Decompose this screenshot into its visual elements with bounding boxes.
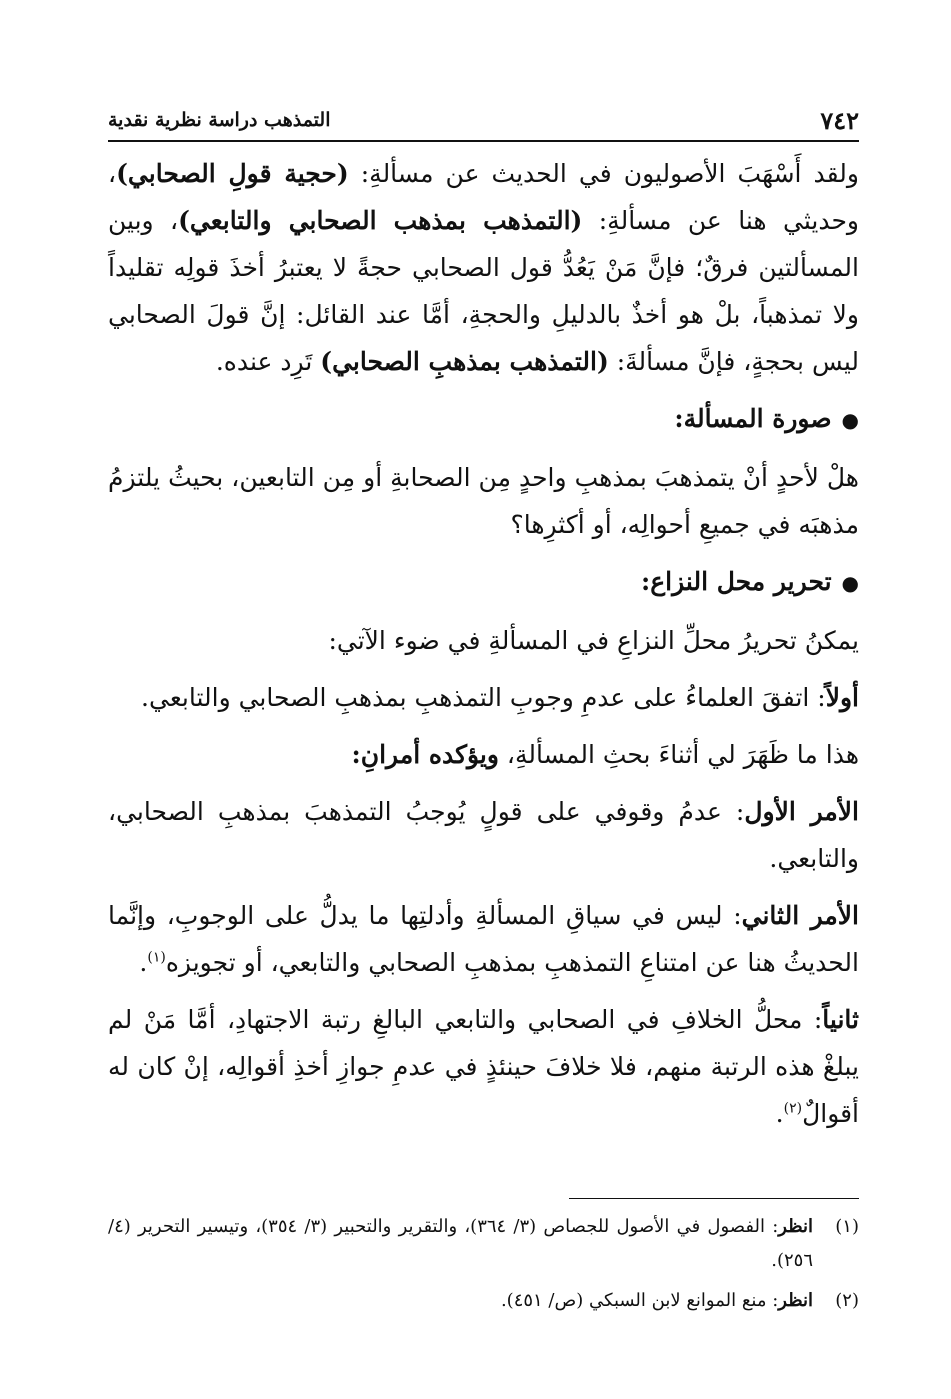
bold-term: ويؤكده أمرانِ: [351,740,499,769]
text-segment: . [775,1099,784,1128]
paragraph-question: هلْ لأحدٍ أنْ يتمذهبَ بمذهبِ واحدٍ مِن الصحابةِ أو مِن التابعين، بحيثُ يلتزمُ مذهبَه في جميعِ أحوالِه، أو أكثرِها؟ [108,463,859,539]
paragraph-evidence-intro [108,731,859,778]
text-segment: تَرِد عنده. [215,347,321,376]
point-label: الأمر الأول [744,797,859,826]
section-heading [108,395,859,444]
paragraph-second-matter [108,892,859,986]
bullet-icon: ● [841,408,859,432]
text-segment: هذا ما ظَهَرَ لي أثناءَ بحثِ المسألةِ، [498,740,859,769]
point-label: الأمر الثاني [741,901,859,930]
footnotes [108,1210,859,1324]
footnote-reference[interactable]: (٢) [783,1100,803,1117]
page-header [108,100,859,142]
main-text [108,150,859,1137]
footnote-divider [569,1198,859,1199]
point-label: ثانياً [822,1005,859,1034]
text-segment: : عدمُ وقوفي على قولٍ يُوجبُ التمذهبَ بمذهبِ الصحابي، والتابعي. [108,797,859,873]
footnote-number: (٢) [835,1290,859,1311]
heading-text: صورة المسألة: [674,404,832,433]
text-segment: : محلُّ الخلافِ في الصحابي والتابعي البالغِ رتبة الاجتهادِ، أمَّا مَنْ لم يبلغْ هذه الرتبة منهم، فلا خلافَ حينئذٍ في عدمِ جوازِ أخذِ أقوالِه، إنْ كان له أقوالٌ [108,1005,859,1128]
bold-term: (حجية قولِ الصحابي) [116,159,349,188]
footnote-label: انظر [778,1290,813,1311]
text-segment: : الفصول في الأصول للجصاص (٣/ ٣٦٤)، والتقرير والتحبير (٣/ ٣٥٤)، وتيسير التحرير (٤/ ٢٥٦). [108,1216,813,1271]
bullet-icon: ● [841,571,859,595]
bold-term: (التمذهب بمذهبِ الصحابي) [320,347,609,376]
text-segment: : منع الموانع لابن السبكي (ص/ ٤٥١). [500,1290,779,1311]
footnote-text [108,1210,813,1278]
footnote-reference[interactable]: (١) [147,949,166,966]
paragraph-second-point [108,996,859,1137]
paragraph-lead: يمكنُ تحريرُ محلِّ النزاعِ في المسألةِ في ضوء الآتي: [328,626,859,655]
point-label: أولاً [825,683,859,712]
footnote [108,1210,859,1278]
paragraph-intro [108,150,859,385]
section-heading [108,558,859,607]
text-segment: ، وبين المسألتين فرقٌ؛ فإنَّ مَنْ يَعُدُّ قول الصحابي حجةً لا يعتبرُ أخذَ قولِه تقليداً ولا تمذهباً، بلْ هو أخذٌ بالدليلِ والحجةِ، أمَّا عند القائل: إنَّ قولَ الصحابي ليس بحجةٍ، فإنَّ مسألةَ: [108,206,859,376]
bold-term: (التمذهب بمذهب الصحابي والتابعي) [178,206,583,235]
page-number: ٧٤٢ [820,105,859,135]
text-segment: : ليس في سياقِ المسألةِ وأدلتِها ما يدلُّ على الوجوبِ، وإنَّما الحديثُ هنا عن امتناعِ التمذهبِ بمذهبِ الصحابي والتابعي، أو تجويزه [108,901,859,977]
text-segment: ولقد أَسْهَبَ الأصوليون في الحديث عن مسألةِ: [348,159,860,188]
text-segment: ، وحديثي هنا عن مسألةِ: [108,159,859,235]
paragraph-first-matter [108,788,859,882]
footnote [108,1284,859,1318]
footnote-number: (١) [835,1216,859,1237]
paragraph-first-point [108,674,859,721]
footnote-label: انظر [778,1216,813,1237]
footnote-text [501,1284,813,1318]
text-segment: : اتفقَ العلماءُ على عدمِ وجوبِ التمذهبِ بمذهبِ الصحابي والتابعي. [141,683,826,712]
text-segment: . [139,948,148,977]
heading-text: تحرير محل النزاع: [641,567,832,596]
running-title: التمذهب دراسة نظرية نقدية [108,109,331,131]
